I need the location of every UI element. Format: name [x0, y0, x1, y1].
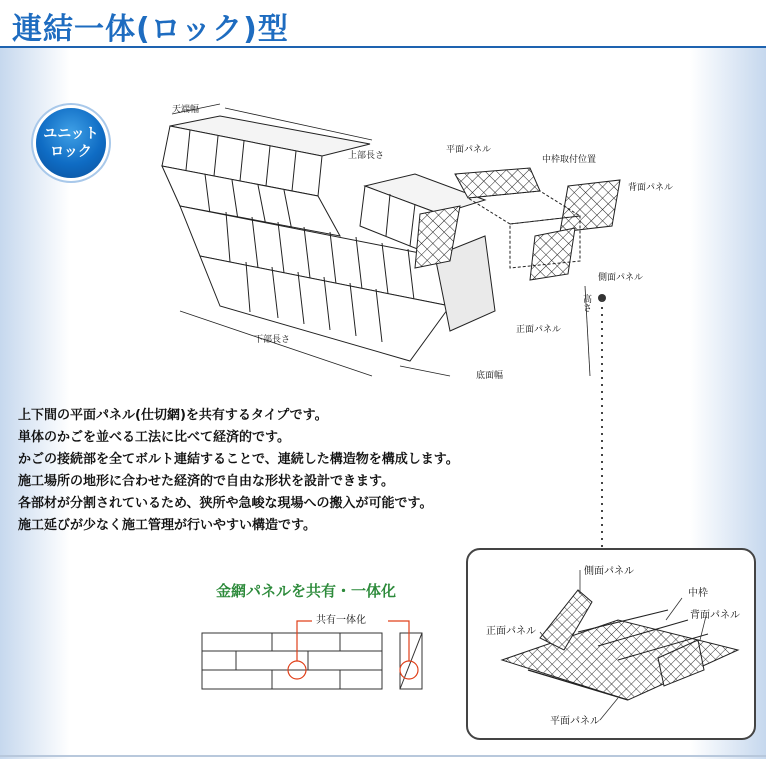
shared-integration-label: 共有一体化	[316, 615, 366, 626]
page-title: 連結一体(ロック)型	[12, 12, 289, 47]
bottom-width-label: 底面幅	[476, 371, 504, 381]
shared-panel-title: 金網パネルを共有・一体化	[216, 582, 397, 600]
back-panel-label: 背面パネル	[628, 183, 674, 193]
footer-divider	[0, 755, 766, 757]
desc-line-4: 施工場所の地形に合わせた経済的で自由な形状を設計できます。	[18, 474, 394, 489]
gabion-structure-diagram	[150, 96, 674, 386]
height-label: 高さ	[581, 294, 591, 312]
detail-flat-panel-label: 平面パネル	[550, 716, 600, 727]
detail-front-panel-label: 正面パネル	[486, 626, 536, 637]
middle-frame-position-label: 中枠取付位置	[542, 155, 597, 165]
front-panel-label: 正面パネル	[516, 325, 562, 335]
dotted-connector	[596, 300, 608, 550]
detail-drawing	[468, 550, 754, 738]
desc-line-5: 各部材が分割されているため、狭所や急峻な現場への搬入が可能です。	[18, 496, 433, 511]
detail-back-panel-label: 背面パネル	[690, 610, 740, 621]
desc-line-1: 上下間の平面パネル(仕切網)を共有するタイプです。	[18, 408, 328, 423]
detail-inset	[466, 548, 756, 740]
upper-length-label: 上部長さ	[348, 151, 385, 161]
side-panel-label: 側面パネル	[598, 273, 644, 283]
gabion-drawing	[150, 96, 670, 386]
shared-panel-diagram	[200, 605, 440, 695]
flat-panel-label: 平面パネル	[446, 145, 492, 155]
lower-length-label: 下部長さ	[254, 335, 291, 345]
desc-line-3: かごの接続部を全てボルト連結することで、連続した構造物を構成します。	[18, 452, 459, 467]
unit-lock-badge	[36, 108, 106, 178]
description	[18, 405, 538, 537]
desc-line-2: 単体のかごを並べる工法に比べて経済的です。	[18, 430, 290, 445]
badge-line2: ロック	[50, 144, 92, 160]
detail-side-panel-label: 側面パネル	[584, 566, 634, 577]
desc-line-6: 施工延びが少なく施工管理が行いやすい構造です。	[18, 518, 316, 533]
detail-middle-frame-label: 中枠	[688, 588, 708, 599]
badge-line1: ユニット	[43, 126, 99, 142]
title-bar	[0, 0, 766, 48]
top-width-label: 天端幅	[172, 105, 200, 115]
